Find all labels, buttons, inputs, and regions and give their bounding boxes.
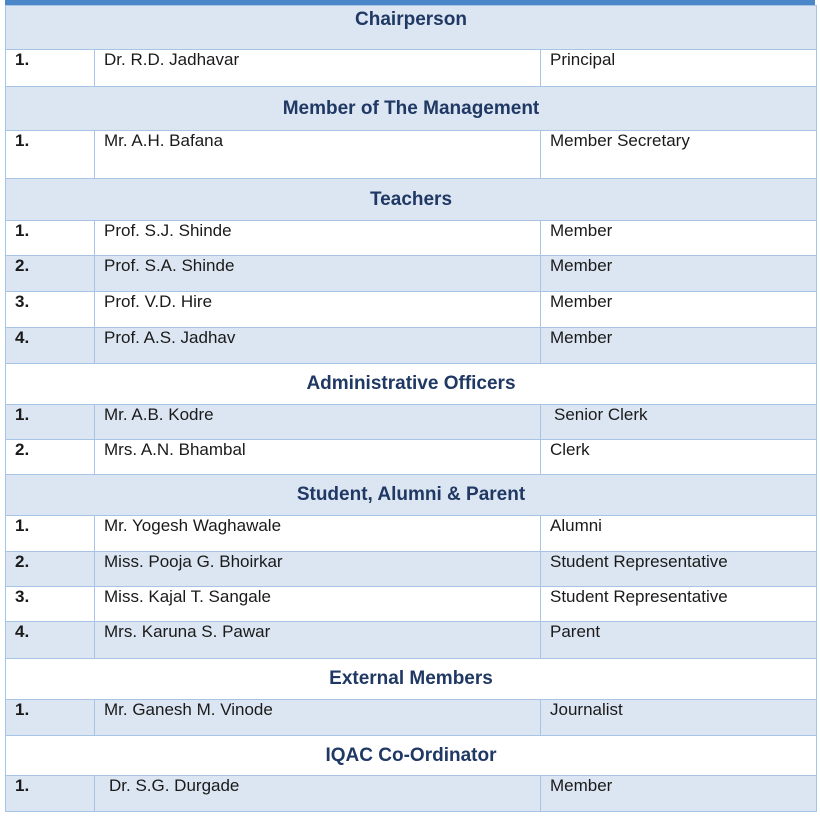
row-number: 1. — [6, 221, 95, 256]
member-name: Prof. S.A. Shinde — [95, 256, 541, 292]
member-designation: Member — [541, 256, 817, 292]
member-name: Dr. R.D. Jadhavar — [95, 50, 541, 87]
table-row — [6, 50, 817, 87]
section-header-row — [6, 6, 817, 50]
section-header-row — [6, 364, 817, 405]
row-number: 1. — [6, 405, 95, 440]
member-name: Mr. A.H. Bafana — [95, 131, 541, 179]
table-row — [6, 622, 817, 659]
table-row — [6, 405, 817, 440]
table-row — [6, 440, 817, 475]
row-number: 1. — [6, 700, 95, 736]
section-header-row — [6, 475, 817, 516]
member-name: Miss. Pooja G. Bhoirkar — [95, 552, 541, 587]
member-designation: Alumni — [541, 516, 817, 552]
table-row — [6, 131, 817, 179]
table-row — [6, 552, 817, 587]
member-designation: Principal — [541, 50, 817, 87]
section-title: Teachers — [6, 179, 817, 221]
section-header-row — [6, 659, 817, 700]
member-name: Mr. A.B. Kodre — [95, 405, 541, 440]
member-designation: Clerk — [541, 440, 817, 475]
section-header-row — [6, 736, 817, 776]
section-title: Administrative Officers — [6, 364, 817, 405]
member-name: Mrs. Karuna S. Pawar — [95, 622, 541, 659]
member-designation: Parent — [541, 622, 817, 659]
member-name: Prof. S.J. Shinde — [95, 221, 541, 256]
iqac-committee-table — [5, 5, 817, 812]
member-name: Dr. S.G. Durgade — [95, 776, 541, 812]
member-designation: Journalist — [541, 700, 817, 736]
table-row — [6, 700, 817, 736]
row-number: 4. — [6, 622, 95, 659]
table-row — [6, 328, 817, 364]
member-designation: Member Secretary — [541, 131, 817, 179]
table-row — [6, 587, 817, 622]
table-row — [6, 256, 817, 292]
row-number: 1. — [6, 50, 95, 87]
table-row — [6, 516, 817, 552]
section-header-row — [6, 179, 817, 221]
section-title: Member of The Management — [6, 87, 817, 131]
member-designation: Member — [541, 292, 817, 328]
member-designation: Senior Clerk — [541, 405, 817, 440]
table-row — [6, 221, 817, 256]
section-header-row — [6, 87, 817, 131]
section-title: Student, Alumni & Parent — [6, 475, 817, 516]
row-number: 1. — [6, 131, 95, 179]
row-number: 2. — [6, 256, 95, 292]
member-designation: Member — [541, 776, 817, 812]
row-number: 3. — [6, 292, 95, 328]
row-number: 1. — [6, 516, 95, 552]
section-title: Chairperson — [6, 6, 817, 50]
member-name: Mr. Yogesh Waghawale — [95, 516, 541, 552]
row-number: 4. — [6, 328, 95, 364]
row-number: 3. — [6, 587, 95, 622]
section-title: IQAC Co-Ordinator — [6, 736, 817, 776]
section-title: External Members — [6, 659, 817, 700]
table-row — [6, 292, 817, 328]
member-name: Miss. Kajal T. Sangale — [95, 587, 541, 622]
member-name: Mrs. A.N. Bhambal — [95, 440, 541, 475]
row-number: 2. — [6, 440, 95, 475]
row-number: 2. — [6, 552, 95, 587]
table-row — [6, 776, 817, 812]
member-designation: Student Representative — [541, 552, 817, 587]
member-designation: Student Representative — [541, 587, 817, 622]
member-name: Prof. A.S. Jadhav — [95, 328, 541, 364]
row-number: 1. — [6, 776, 95, 812]
member-designation: Member — [541, 328, 817, 364]
member-name: Mr. Ganesh M. Vinode — [95, 700, 541, 736]
member-name: Prof. V.D. Hire — [95, 292, 541, 328]
member-designation: Member — [541, 221, 817, 256]
